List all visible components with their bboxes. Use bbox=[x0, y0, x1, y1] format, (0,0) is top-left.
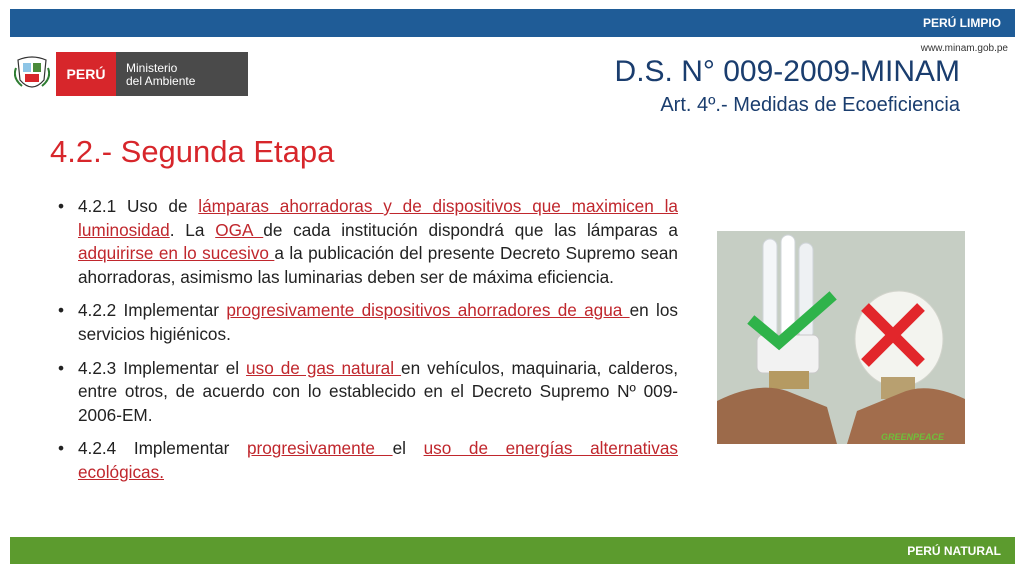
measure-text: en vehículos, maquinaria, calderos, entre otros, de acuerdo con lo establecido en el Decreto Supremo Nº 009-2006-EM. bbox=[78, 357, 678, 425]
highlighted-phrase: progresivamente bbox=[246, 438, 393, 459]
highlighted-phrase: adquirirse en lo sucesivo bbox=[78, 243, 275, 264]
bulbs-photo bbox=[717, 231, 965, 444]
highlighted-phrase: lámparas ahorradoras y de dispositivos que maximicen la luminosidad bbox=[78, 196, 678, 240]
highlighted-phrase: progresivamente dispositivos ahorradores de agua bbox=[226, 300, 630, 321]
decree-subtitle: Art. 4º.- Medidas de Ecoeficiencia bbox=[660, 94, 960, 116]
measure-item bbox=[58, 437, 678, 484]
greenpeace-watermark: GREENPEACE bbox=[881, 432, 945, 442]
measure-item bbox=[58, 195, 678, 289]
website-url[interactable]: www.minam.gob.pe bbox=[920, 43, 1008, 54]
logo-ministry-label bbox=[116, 52, 248, 96]
peru-coat-of-arms-icon bbox=[14, 54, 50, 94]
measure-text: a la publicación del presente Decreto Supremo sean ahorradoras, asimismo las luminarias deben ser de máxima eficiencia. bbox=[78, 243, 678, 287]
measure-item bbox=[58, 357, 678, 428]
stage-title: 4.2.- Segunda Etapa bbox=[50, 134, 335, 169]
highlighted-phrase: uso de energías alternativas ecológicas. bbox=[78, 438, 678, 482]
measure-text: 4.2.1 Uso de bbox=[78, 196, 199, 216]
highlighted-phrase: uso de gas natural bbox=[246, 357, 402, 378]
measure-text: 4.2.4 Implementar bbox=[78, 438, 247, 459]
top-banner-label: PERÚ LIMPIO bbox=[922, 16, 1001, 30]
logo-ministry-line1: Ministerio bbox=[126, 61, 178, 75]
measure-text: . La bbox=[169, 219, 216, 240]
highlighted-phrase: OGA bbox=[215, 219, 264, 240]
measure-text: de cada institución dispondrá que las lámparas a bbox=[263, 219, 678, 240]
measure-item bbox=[58, 299, 678, 346]
measures-list bbox=[58, 195, 678, 495]
bottom-banner bbox=[10, 537, 1015, 564]
top-banner bbox=[10, 9, 1015, 37]
measure-text: el bbox=[392, 438, 424, 459]
logo-ministry-line2: del Ambiente bbox=[126, 74, 196, 88]
measure-text: 4.2.3 Implementar el bbox=[78, 357, 247, 378]
decree-title: D.S. N° 009-2009-MINAM bbox=[614, 55, 960, 88]
bulbs-illustration bbox=[717, 231, 965, 444]
logo-peru-label: PERÚ bbox=[56, 52, 116, 96]
bottom-banner-label: PERÚ NATURAL bbox=[907, 544, 1001, 558]
measure-text: en los servicios higiénicos. bbox=[78, 300, 678, 344]
measure-text: 4.2.2 Implementar bbox=[78, 300, 227, 321]
